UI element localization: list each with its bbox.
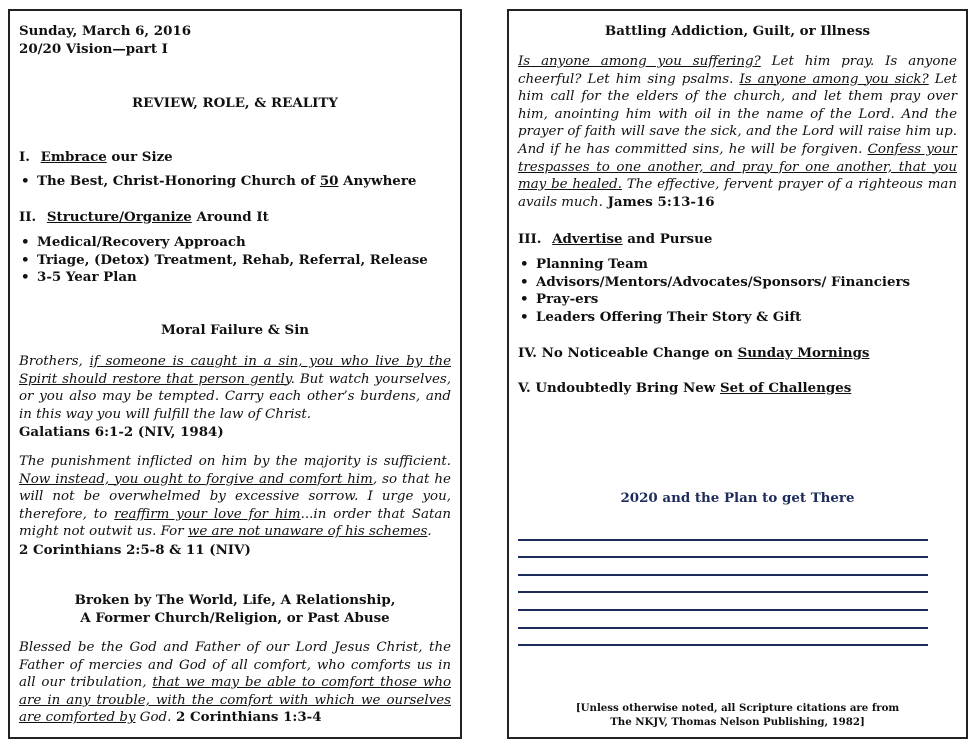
- corinthians-2-passage: The punishment inflicted on him by the majority is sufficient. Now instead, you ought to forgive and comfort him, so that he will not be overwhelmed by excessive sorrow. I urge you, therefore, to reaffirm your love for him...in order that Satan might not outwit us. For we are not unaware of his schemes.: [19, 454, 452, 540]
- galatians-passage: Brothers, if someone is caught in a sin, you who live by the Spirit should restore that person gently. But watch yourselves, or you also may be tempted. Carry each other’s burdens, and in this way you will fulfill the law of Christ.: [19, 354, 452, 422]
- section-4-heading: IV. No Noticeable Change on Sunday Mornings: [518, 345, 870, 361]
- section-2-heading: II. Structure/Organize Around It: [19, 209, 269, 225]
- james-reference: James 5:13-16: [602, 193, 715, 210]
- galatians-reference: Galatians 6:1-2 (NIV, 1984): [19, 424, 224, 440]
- corinthians-1-passage: Blessed be the God and Father of our Lord Jesus Christ, the Father of mercies and God of all comfort, who comforts us in all our tribulation, that we may be able to comfort those who are in any trouble, with the comfort with which we ourselves are comforted by God. 2 Corinthians 1:3-4: [19, 640, 452, 726]
- list-item: • Planning Team: [518, 256, 957, 274]
- writing-line: [518, 556, 928, 558]
- list-item: • Pray-ers: [518, 291, 957, 309]
- plan-title: 2020 and the Plan to get There: [620, 490, 855, 506]
- broken-title: Broken by The World, Life, A Relationship, A Former Church/Religion, or Past Abuse: [74, 592, 396, 626]
- corinthians-2-reference: 2 Corinthians 2:5-8 & 11 (NIV): [19, 542, 251, 558]
- list-item: • Leaders Offering Their Story & Gift: [518, 309, 957, 327]
- section-3-list: [518, 256, 957, 326]
- section-5-heading: V. Undoubtedly Bring New Set of Challenges: [518, 380, 852, 396]
- sermon-series: 20/20 Vision—part I: [19, 40, 168, 57]
- list-item: • Advisors/Mentors/Advocates/Sponsors/ Financiers: [518, 274, 957, 292]
- writing-line: [518, 627, 928, 629]
- section-2-list: [19, 234, 451, 287]
- list-item: • 3-5 Year Plan: [19, 269, 451, 287]
- right-panel: [507, 9, 968, 739]
- writing-line: [518, 609, 928, 611]
- section-3-heading: III. Advertise and Pursue: [518, 231, 713, 247]
- moral-failure-title: Moral Failure & Sin: [160, 322, 310, 338]
- list-item: • The Best, Christ-Honoring Church of 50 Anywhere: [19, 173, 451, 191]
- section-1-heading: I. Embrace our Size: [19, 149, 173, 165]
- writing-line: [518, 591, 928, 593]
- citation-note: [Unless otherwise noted, all Scripture citations are from The NKJV, Thomas Nelson Publishing, 1982]: [575, 702, 900, 728]
- james-passage: Is anyone among you suffering? Let him pray. Is anyone cheerful? Let him sing psalms. Is anyone among you sick? Let him call for the elders of the church, and let them pray over him, anointing him with oil in the name of the Lord. And the prayer of faith will save the sick, and the Lord will raise him up. And if he has committed sins, he will be forgiven. Confess your trespasses to one another, and pray for one another, that you may be healed. The effective, fervent prayer of a righteous man avails much. James 5:13-16: [518, 54, 957, 210]
- date-line: [19, 23, 451, 58]
- addiction-title: Battling Addiction, Guilt, or Illness: [604, 23, 871, 39]
- list-item: • Triage, (Detox) Treatment, Rehab, Referral, Release: [19, 252, 451, 270]
- writing-line: [518, 644, 928, 646]
- corinthians-1-reference: 2 Corinthians 1:3-4: [171, 709, 322, 726]
- section-1-list: [19, 173, 451, 191]
- main-heading: REVIEW, ROLE, & REALITY: [132, 95, 338, 111]
- writing-line: [518, 539, 928, 541]
- bulletin-date: Sunday, March 6, 2016: [19, 23, 192, 39]
- writing-line: [518, 574, 928, 576]
- list-item: • Medical/Recovery Approach: [19, 234, 451, 252]
- left-panel: [8, 9, 462, 739]
